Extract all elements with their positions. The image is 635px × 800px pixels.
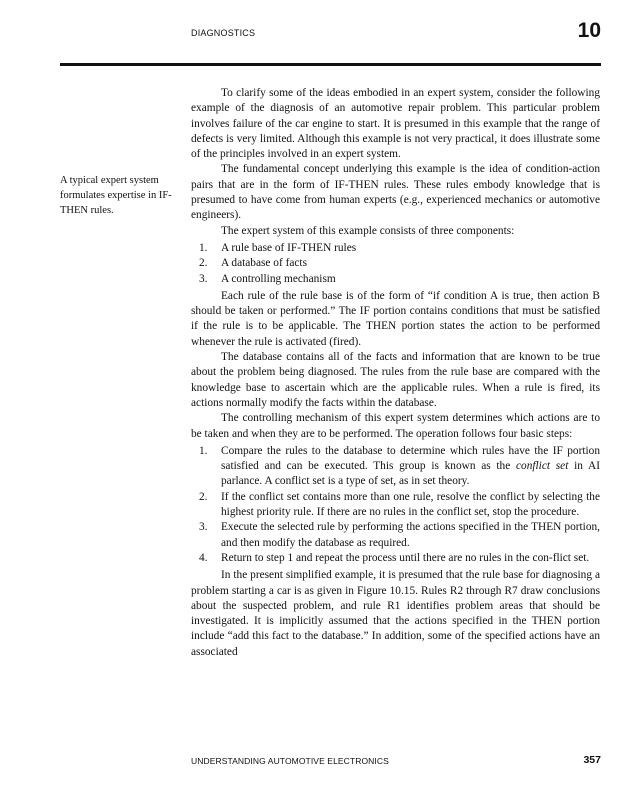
paragraph: The expert system of this example consists of three components:: [221, 224, 515, 237]
list-item: [191, 241, 600, 256]
list-item: [191, 551, 600, 566]
page-number: 357: [583, 754, 601, 766]
list-item: [191, 444, 600, 490]
list-item: [191, 490, 600, 521]
paragraph: The fundamental concept underlying this example is the idea of condition-action pairs that are in the form of IF-THEN rules. These rules embody knowledge that is presumed to have come from human experts (e.g., experienced mechanics or automotive engineers).: [191, 163, 600, 222]
steps-list: [191, 444, 600, 566]
list-number: 1.: [199, 241, 208, 254]
list-item: [191, 256, 600, 271]
list-item: [191, 520, 600, 551]
margin-note: A typical expert system formulates expertise in IF-THEN rules.: [60, 175, 172, 216]
list-text: Execute the selected rule by performing the actions specified in the THEN portion, and then modify the database as required.: [221, 521, 600, 549]
header-rule: [60, 63, 601, 66]
list-number: 2.: [199, 257, 208, 270]
term-conflict-set: conflict set: [516, 460, 569, 473]
list-number: 1.: [199, 444, 208, 457]
list-number: 2.: [199, 490, 208, 503]
paragraph: Each rule of the rule base is of the form of “if condition A is true, then action B should be taken or performed.” The IF portion contains conditions that must be satisfied if the rule is to be applicable. The THEN portion states the action to be performed whenever the rule is activated (fired).: [191, 289, 600, 348]
paragraph: The controlling mechanism of this expert system determines which actions are to be taken and when they are to be performed. The operation follows four basic steps:: [191, 412, 600, 440]
list-number: 3.: [199, 272, 208, 285]
book-title: UNDERSTANDING AUTOMOTIVE ELECTRONICS: [191, 756, 389, 766]
list-text: Return to step 1 and repeat the process until there are no rules in the con-flict set.: [221, 551, 590, 564]
body-text: [191, 86, 600, 660]
list-text: A controlling mechanism: [221, 272, 336, 285]
list-text: A database of facts: [221, 257, 307, 270]
components-list: [191, 241, 600, 287]
list-text: If the conflict set contains more than one rule, resolve the conflict by selecting the highest priority rule. If there are no rules in the conflict set, stop the procedure.: [221, 490, 600, 519]
chapter-number: 10: [577, 19, 601, 42]
section-title: DIAGNOSTICS: [191, 28, 256, 38]
paragraph: The database contains all of the facts and information that are known to be true about the problem being diagnosed. The rules from the rule base are compared with the knowledge base to ascertain which are the applicable rules. When a rule is fired, its actions normally modify the facts within the database.: [191, 351, 600, 409]
paragraph: In the present simplified example, it is presumed that the rule base for diagnosing a problem starting a car is as given in Figure 10.15. Rules R2 through R7 draw conclusions about the suspected problem, and rule R1 identifies problem areas that should be investigated. It is implicitly assumed that the actions specified in the THEN portion include “add this fact to the database.” In addition, some of the specified actions have an associated: [191, 569, 600, 658]
list-number: 3.: [199, 521, 208, 534]
list-text: A rule base of IF-THEN rules: [221, 241, 357, 254]
list-text: in AI parlance. A conflict set is a type of set, as in set theory.: [221, 460, 600, 488]
paragraph: To clarify some of the ideas embodied in an expert system, consider the following example of the diagnosis of an automotive repair problem. This particular problem involves failure of the car engine to start. It is presumed in this example that the range of defects is very limited. Although this example is not very practical, it does illustrate some of the principles involved in an expert system.: [191, 87, 600, 161]
list-text: Compare the rules to the database to determine which rules have the IF portion satisfied and can be executed. This group is known as the: [221, 444, 600, 473]
list-number: 4.: [199, 551, 208, 564]
list-item: [191, 272, 600, 287]
